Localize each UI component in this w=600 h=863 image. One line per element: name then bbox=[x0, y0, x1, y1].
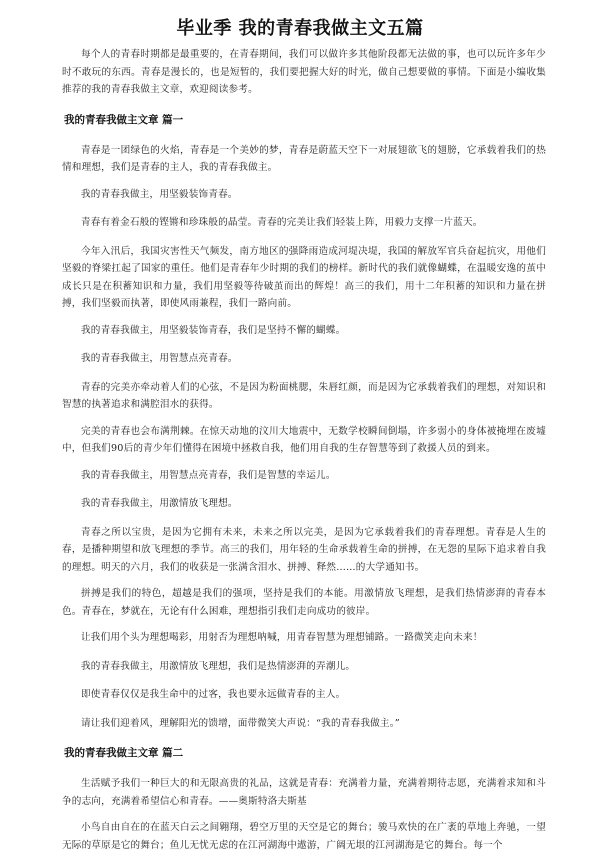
article-body bbox=[62, 46, 546, 863]
paragraph: 生活赋予我们一种巨大的和无限高贵的礼品，这就是青春：充满着力量，充满着期待志愿，充满着求知和斗争的志向，充满着希望信心和青春。——奥斯特洛夫斯基 bbox=[62, 778, 546, 807]
section-heading-1: 我的青春我做主文章 篇一 bbox=[64, 113, 184, 126]
section-heading-2: 我的青春我做主文章 篇二 bbox=[64, 747, 184, 759]
paragraph: 让我们用个头为理想喝彩，用射否为理想呐喊，用青春智慧为理想铺路。一路微笑走向未来！ bbox=[81, 632, 483, 643]
paragraph: 我的青春我做主，用智慧点亮青春，我们是智慧的幸运儿。 bbox=[81, 469, 336, 481]
paragraph: 我的青春我做主，用激情放飞理想。 bbox=[81, 498, 238, 509]
paragraph: 我的青春我做主，用坚毅装饰青春，我们是坚持不懈的蝴蝶。 bbox=[81, 324, 346, 336]
paragraph: 今年入汛后，我国灾害性天气频发，南方地区的强降雨造成河堤决堤，我国的解放军官兵奋起抗灾，用他们坚毅的脊梁扛起了国家的重任。他们是青春年少时期的我们的榜样。新时代的我们就像蝴蝶，在温暖安逸的茧中成长只是在积蓄知识和力量，我们用坚毅等待破茧而出的辉煌！高三的我们，用十二年积蓄的知识和力量在拼搏，我们坚毅而执著，即使风雨兼程，我们一路向前。 bbox=[62, 245, 546, 309]
paragraph: 我的青春我做主，用智慧点亮青春。 bbox=[81, 353, 238, 364]
paragraph: 小鸟自由自在的在蓝天白云之间翱翔，碧空万里的天空是它的舞台；骏马欢快的在广袤的草地上奔驰，一望无际的草原是它的舞台；鱼儿无忧无虑的在江河湖海中遨游，广阔无垠的江河湖海是它的舞台。每一个 bbox=[62, 822, 546, 851]
paragraph: 我的青春我做主，用激情放飞理想，我们是热情澎湃的弄潮儿。 bbox=[81, 660, 356, 672]
paragraph: 青春是一团绿色的火焰，青春是一个美妙的梦，青春是蔚蓝天空下一对展翅欲飞的翅膀，它承载着我们的热情和理想，我们是青春的主人，我的青春我做主。 bbox=[62, 144, 546, 173]
paragraph: 青春之所以宝贵，是因为它拥有未来，未来之所以完美，是因为它承载着我们的青春理想。青春是人生的春，是播种期望和放飞理想的季节。高三的我们，用年轻的生命承载着生命的拼搏，在无怨的星际下追求着自我的理想。明天的六月，我们的收获是一张满含泪水、拼搏、释然……的大学通知书。 bbox=[62, 526, 546, 573]
intro-paragraph: 每个人的青春时期都是最重要的，在青春期间，我们可以做许多其他阶段都无法做的事，也可以玩许多年少时不敢玩的东西。青春是漫长的，也是短暂的，我们要把握大好的时光，做自己想要做的事情。下面是小编收集推荐的我的青春我做主文章，欢迎阅读参考。 bbox=[62, 49, 546, 95]
paragraph: 我的青春我做主，用坚毅装饰青春。 bbox=[81, 188, 238, 200]
paragraph: 即使青春仅仅是我生命中的过客，我也要永远做青春的主人。 bbox=[81, 689, 346, 700]
paragraph: 请让我们迎着风，理解阳光的馈增，面带微笑大声说：“我的青春我做主。” bbox=[81, 717, 400, 729]
paragraph: 完美的青春也会布满荆棘。在惊天动地的汶川大地震中，无数学校瞬间倒塌，许多弱小的身体被掩埋在废墟中，但我们90后的青少年们懂得在困境中拯救自我，他们用自我的生存智慧等到了救援人员的到来。 bbox=[62, 425, 546, 454]
paragraph: 青春的完美亦牵动着人们的心弦，不是因为粉面桃腮，朱唇红颜，而是因为它承载着我们的理想，对知识和智慧的执著追求和满腔泪水的获得。 bbox=[62, 381, 546, 410]
paragraph: 拼搏是我们的特色，超越是我们的强项，坚持是我们的本能。用激情放飞理想，是我们热情澎湃的青春本色。青春在，梦就在，无论有什么困难，理想指引我们走向成功的彼岸。 bbox=[62, 588, 546, 617]
page-title: 毕业季 我的青春我做主文五篇 bbox=[176, 18, 424, 39]
paragraph: 青春有着金石般的铿锵和珍珠般的晶莹。青春的完美让我们轻装上阵，用毅力支撑一片蓝天。 bbox=[81, 217, 483, 228]
